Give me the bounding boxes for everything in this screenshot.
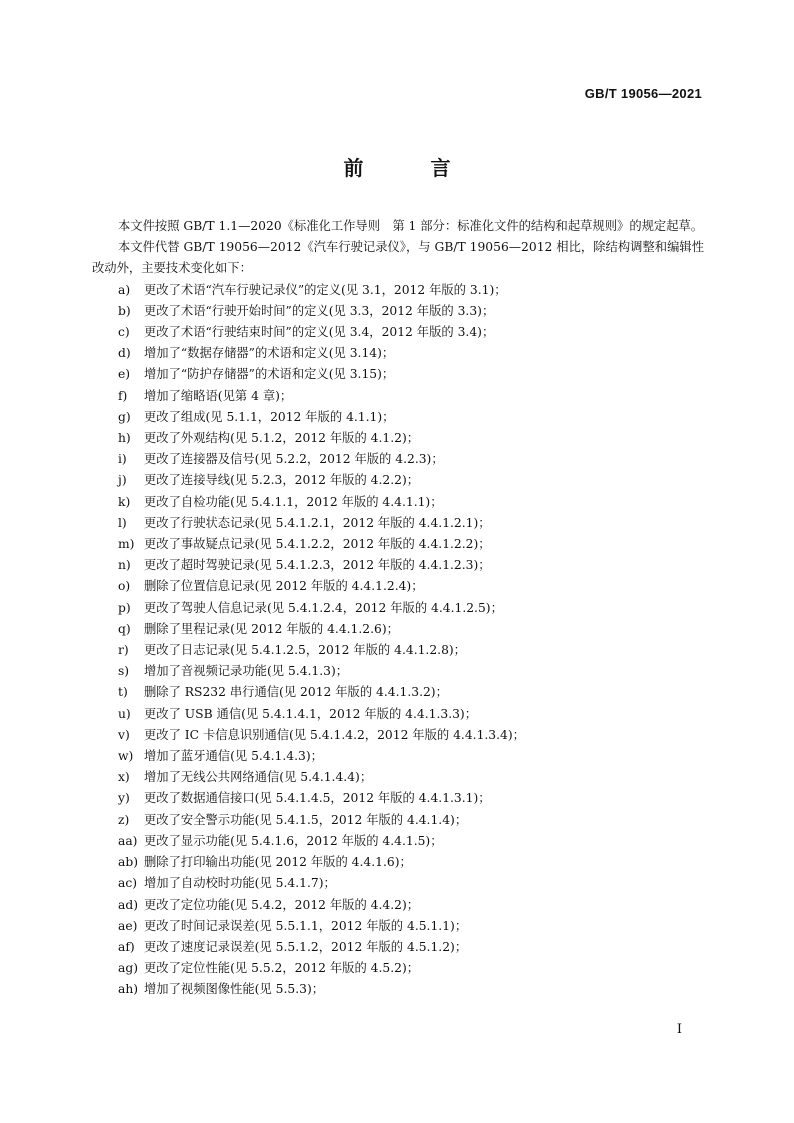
list-item-marker: x) [118,770,130,785]
list-item-text: 更改了自检功能(见 5.4.1.1，2012 年版的 4.4.1.1)； [144,494,443,509]
list-item-marker: ae) [118,918,138,933]
list-item-marker: v) [118,727,130,742]
list-item-text: 删除了里程记录(见 2012 年版的 4.4.1.2.6)； [144,621,399,636]
standard-code: GB/T 19056—2021 [584,86,702,101]
list-item [92,746,704,767]
page-title: 前 言 [343,156,481,180]
list-item [92,322,704,343]
list-item [92,301,704,322]
drafting-rules-paragraph: 本文件按照 GB/T 1.1—2020《标准化工作导则 第 1 部分：标准化文件的结构和起草规则》的规定起草。 [118,219,704,233]
list-item [92,682,704,703]
list-item-text: 更改了定位功能(见 5.4.2，2012 年版的 4.4.2)； [144,897,420,912]
list-item-text: 更改了组成(见 5.1.1，2012 年版的 4.1.1)； [144,409,395,424]
list-item [92,280,704,301]
list-item-marker: w) [118,749,134,764]
list-item-marker: c) [118,325,130,340]
list-item-marker: m) [118,537,135,552]
list-item-marker: ab) [118,855,139,870]
list-item-marker: e) [118,367,131,382]
list-item [92,895,704,916]
list-item [92,598,704,619]
list-item-marker: r) [118,643,129,658]
list-item-text: 更改了超时驾驶记录(见 5.4.1.2.3，2012 年版的 4.4.1.2.3)； [144,558,491,573]
list-item-text: 增加了自动校时功能(见 5.4.1.7)； [144,876,336,891]
list-item-marker: af) [118,939,135,954]
list-item-marker: n) [118,558,131,573]
list-item-marker: q) [118,621,131,636]
list-item [92,576,704,597]
list-item-text: 增加了无线公共网络通信(见 5.4.1.4.4)； [144,770,373,785]
list-item-text: 更改了 USB 通信(见 5.4.1.4.1，2012 年版的 4.4.1.3.3)； [144,706,478,721]
list-item-marker: ac) [118,876,138,891]
list-item-marker: o) [118,579,131,594]
list-item-text: 更改了连接器及信号(见 5.2.2，2012 年版的 4.2.3)； [144,452,444,467]
list-item [92,725,704,746]
list-item-text: 更改了数据通信接口(见 5.4.1.4.5，2012 年版的 4.4.1.3.1)； [144,791,491,806]
list-item-text: 更改了日志记录(见 5.4.1.2.5，2012 年版的 4.4.1.2.8)； [144,643,466,658]
list-item [92,916,704,937]
list-item-text: 更改了时间记录误差(见 5.5.1.1，2012 年版的 4.5.1.1)； [144,918,468,933]
foreword-content [92,216,704,1001]
list-item-marker: g) [118,409,131,424]
list-item [92,958,704,979]
page-number: I [676,1022,682,1037]
list-item-marker: f) [118,388,128,403]
list-item-marker: j) [118,473,127,488]
list-item [92,831,704,852]
list-item-marker: u) [118,706,131,721]
list-item [92,640,704,661]
list-item-text: 更改了 IC 卡信息识别通信(见 5.4.1.4.2，2012 年版的 4.4.1.3.4)； [144,727,525,742]
list-item-text: 更改了驾驶人信息记录(见 5.4.1.2.4，2012 年版的 4.4.1.2.5)； [144,600,503,615]
list-item-text: 删除了打印输出功能(见 2012 年版的 4.4.1.6)； [144,855,412,870]
list-item-text: 更改了显示功能(见 5.4.1.6，2012 年版的 4.4.1.5)； [144,833,443,848]
list-item [92,407,704,428]
list-item-marker: z) [118,812,130,827]
list-item [92,449,704,470]
list-item-text: 更改了速度记录误差(见 5.5.1.2，2012 年版的 4.5.1.2)； [144,939,468,954]
list-item-marker: a) [118,282,131,297]
list-item-marker: d) [118,346,131,361]
list-item-marker: t) [118,685,128,700]
technical-changes-list [92,280,704,1001]
list-item-text: 增加了缩略语(见第 4 章)； [144,388,293,403]
list-item [92,937,704,958]
list-item-text: 增加了音视频记录功能(见 5.4.1.3)； [144,664,349,679]
list-item-text: 更改了安全警示功能(见 5.4.1.5，2012 年版的 4.4.1.4)； [144,812,468,827]
list-item [92,619,704,640]
list-item-text: 更改了定位性能(见 5.5.2，2012 年版的 4.5.2)； [144,961,420,976]
list-item-text: 增加了蓝牙通信(见 5.4.1.4.3)； [144,749,323,764]
list-item [92,873,704,894]
list-item [92,428,704,449]
list-item [92,555,704,576]
list-item-marker: k) [118,494,131,509]
list-item [92,386,704,407]
list-item [92,810,704,831]
list-item-marker: b) [118,303,131,318]
list-item-text: 增加了“数据存储器”的术语和定义(见 3.14)； [144,346,395,361]
list-item [92,661,704,682]
list-item [92,470,704,491]
list-item-marker: s) [118,664,130,679]
list-item-text: 删除了位置信息记录(见 2012 年版的 4.4.1.2.4)； [144,579,424,594]
list-item-marker: y) [118,791,130,806]
list-item [92,704,704,725]
list-item-marker: l) [118,515,127,530]
list-item [92,513,704,534]
list-item [92,364,704,385]
replacement-paragraph: 本文件代替 GB/T 19056—2012《汽车行驶记录仪》，与 GB/T 19056—2012 相比，除结构调整和编辑性改动外，主要技术变化如下： [92,240,704,276]
list-item-text: 更改了术语“行驶开始时间”的定义(见 3.3，2012 年版的 3.3)； [144,303,495,318]
list-item [92,534,704,555]
list-item [92,343,704,364]
list-item [92,788,704,809]
list-item-text: 删除了 RS232 串行通信(见 2012 年版的 4.4.1.3.2)； [144,685,448,700]
list-item-text: 更改了连接导线(见 5.2.3，2012 年版的 4.2.2)； [144,473,420,488]
list-item-marker: p) [118,600,131,615]
list-item-text: 更改了行驶状态记录(见 5.4.1.2.1，2012 年版的 4.4.1.2.1)； [144,515,491,530]
list-item-text: 更改了术语“汽车行驶记录仪”的定义(见 3.1，2012 年版的 3.1)； [144,282,507,297]
list-item-marker: ad) [118,897,139,912]
list-item [92,492,704,513]
list-item-marker: h) [118,431,131,446]
list-item-text: 更改了术语“行驶结束时间”的定义(见 3.4，2012 年版的 3.4)； [144,325,495,340]
list-item-text: 增加了“防护存储器”的术语和定义(见 3.15)； [144,367,395,382]
list-item-marker: aa) [118,833,138,848]
list-item [92,979,704,1000]
list-item-marker: ag) [118,961,139,976]
list-item-marker: i) [118,452,127,467]
list-item [92,852,704,873]
list-item-text: 增加了视频图像性能(见 5.5.3)； [144,982,325,997]
list-item-text: 更改了事故疑点记录(见 5.4.1.2.2，2012 年版的 4.4.1.2.2)； [144,537,491,552]
list-item-marker: ah) [118,982,139,997]
list-item [92,767,704,788]
list-item-text: 更改了外观结构(见 5.1.2，2012 年版的 4.1.2)； [144,431,420,446]
